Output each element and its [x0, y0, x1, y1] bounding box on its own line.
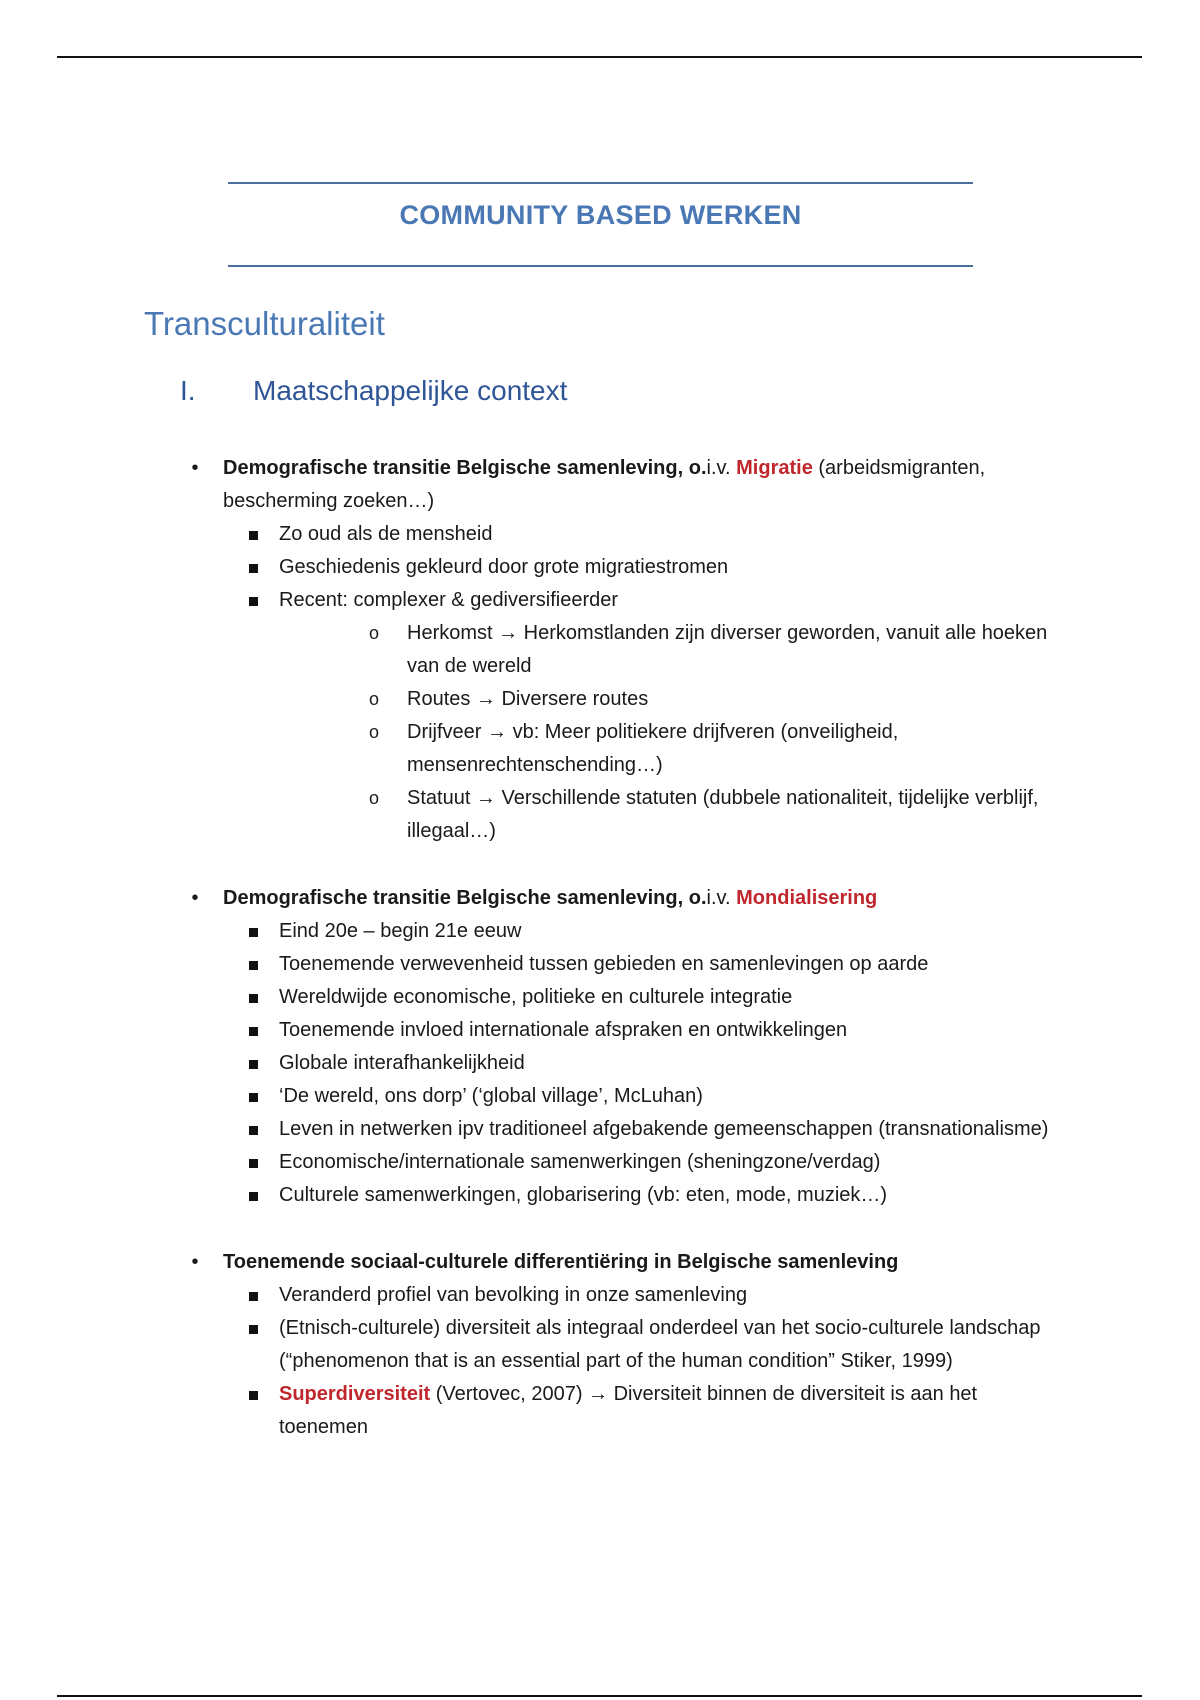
- list-item-label: Wereldwijde economische, politieke en culturele integratie: [279, 986, 793, 1008]
- square-bullet-icon: [249, 1391, 258, 1400]
- list-item: [223, 981, 1065, 1014]
- section-2: [185, 882, 1065, 1212]
- list-item-text: [279, 915, 1065, 948]
- list-item-text: [279, 1279, 1065, 1312]
- list-item: [223, 1146, 1065, 1179]
- list-item-text: [279, 1080, 1065, 1113]
- list-item-label: Toenemende verwevenheid tussen gebieden en samenlevingen op aarde: [279, 953, 929, 975]
- section-heading: [223, 1246, 1065, 1279]
- list-item: [223, 1378, 1065, 1444]
- square-bullet-icon: [249, 1159, 258, 1168]
- list-item-label: (Etnisch-culturele) diversiteit als integraal onderdeel van het socio-culturele landschap (“phenomenon that is an essential part of the human condition” Stiker, 1999): [279, 1317, 1041, 1372]
- sub-list-item: [279, 716, 1065, 782]
- section-heading-bold: Demografische transitie Belgische samenleving, o.: [223, 457, 707, 479]
- list-item: [223, 1047, 1065, 1080]
- title-top-rule: [228, 182, 973, 184]
- list-item-label: (Vertovec, 2007) → Diversiteit binnen de diversiteit is aan het toenemen: [279, 1383, 978, 1438]
- section-3: [185, 1246, 1065, 1444]
- list-item-label: Globale interafhankelijkheid: [279, 1052, 525, 1074]
- list-item-text: [279, 1047, 1065, 1080]
- bullet-icon: •: [191, 457, 199, 479]
- list-item: [223, 1080, 1065, 1113]
- bullet-icon: •: [191, 887, 199, 909]
- list-item: [223, 518, 1065, 551]
- square-bullet-icon: [249, 1126, 258, 1135]
- square-bullet-icon: [249, 1192, 258, 1201]
- list-item-label: Eind 20e – begin 21e eeuw: [279, 920, 522, 942]
- title-bottom-rule: [228, 265, 973, 267]
- list-item-label: Toenemende invloed internationale afspraken en ontwikkelingen: [279, 1019, 848, 1041]
- heading-text: Maatschappelijke context: [253, 375, 568, 406]
- list-item: [223, 948, 1065, 981]
- bullet-list: [223, 518, 1065, 848]
- square-bullet-icon: [249, 1060, 258, 1069]
- list-item: [223, 1179, 1065, 1212]
- list-item-text: [279, 518, 1065, 551]
- list-item: [223, 1279, 1065, 1312]
- square-bullet-icon: [249, 531, 258, 540]
- list-item-text: [279, 948, 1065, 981]
- section-heading-mid: i.v.: [706, 887, 737, 909]
- list-item-label: Veranderd profiel van bevolking in onze samenleving: [279, 1284, 748, 1306]
- list-item-highlight: Superdiversiteit: [279, 1383, 431, 1405]
- list-item-label: Geschiedenis gekleurd door grote migratiestromen: [279, 556, 729, 578]
- heading-numeral: I.: [180, 375, 196, 406]
- square-bullet-icon: [249, 1093, 258, 1102]
- page-bottom-rule: [57, 1695, 1142, 1697]
- list-item-text: [279, 1146, 1065, 1179]
- section-heading-mid: i.v.: [706, 457, 737, 479]
- bullet-list: [223, 915, 1065, 1212]
- sub-list-item-label: Herkomst → Herkomstlanden zijn diverser geworden, vanuit alle hoeken van de wereld: [407, 622, 1048, 677]
- sub-list-item: [279, 683, 1065, 716]
- document-title: COMMUNITY BASED WERKEN: [399, 200, 802, 230]
- square-bullet-icon: [249, 597, 258, 606]
- circle-bullet-icon: o: [369, 788, 380, 808]
- bullet-icon: •: [191, 1251, 199, 1273]
- list-item: [223, 1014, 1065, 1047]
- page-top-rule: [57, 56, 1142, 58]
- list-item-text: [279, 981, 1065, 1014]
- document-body: [185, 452, 1065, 1478]
- section-heading-bold: Demografische transitie Belgische samenleving, o.: [223, 887, 707, 909]
- section-heading-highlight: Mondialisering: [736, 887, 878, 909]
- section-heading: [223, 882, 1065, 915]
- sub-list: [279, 617, 1065, 848]
- circle-bullet-icon: o: [369, 689, 380, 709]
- list-item-label: Zo oud als de mensheid: [279, 523, 493, 545]
- section-1: [185, 452, 1065, 848]
- square-bullet-icon: [249, 1292, 258, 1301]
- square-bullet-icon: [249, 928, 258, 937]
- list-item-text: [279, 1378, 1065, 1444]
- list-item-label: Culturele samenwerkingen, globarisering (vb: eten, mode, muziek…): [279, 1184, 888, 1206]
- list-item-label: ‘De wereld, ons dorp’ (‘global village’, McLuhan): [279, 1085, 703, 1107]
- square-bullet-icon: [249, 564, 258, 573]
- list-item-text: [279, 1113, 1065, 1146]
- heading-transculturaliteit: Transculturaliteit: [144, 305, 385, 342]
- sub-list-item-label: Statuut → Verschillende statuten (dubbele nationaliteit, tijdelijke verblijf, illegaal…): [407, 787, 1039, 842]
- list-item-text: [279, 1312, 1065, 1378]
- sub-list-item: [279, 617, 1065, 683]
- list-item-text: [279, 584, 1065, 617]
- list-item-text: [279, 1014, 1065, 1047]
- section-heading-rest: (arbeidsmigranten, bescherming zoeken…): [223, 457, 986, 512]
- list-item: [223, 915, 1065, 948]
- square-bullet-icon: [249, 1325, 258, 1334]
- square-bullet-icon: [249, 1027, 258, 1036]
- circle-bullet-icon: o: [369, 722, 380, 742]
- list-item-label: Economische/internationale samenwerkingen (sheningzone/verdag): [279, 1151, 881, 1173]
- section-heading-highlight: Migratie: [736, 457, 813, 479]
- sub-list-item: [279, 782, 1065, 848]
- sub-list-item-label: Drijfveer → vb: Meer politiekere drijfveren (onveiligheid, mensenrechtenschending…): [407, 721, 899, 776]
- list-item-text: [279, 1179, 1065, 1212]
- sub-list-item-label: Routes → Diversere routes: [407, 688, 649, 710]
- list-item: [223, 584, 1065, 848]
- list-item: [223, 551, 1065, 584]
- bullet-list: [223, 1279, 1065, 1444]
- list-item-label: Recent: complexer & gediversifieerder: [279, 589, 619, 611]
- list-item: [223, 1312, 1065, 1378]
- heading-maatschappelijke-context: [180, 375, 567, 407]
- list-item-text: [279, 551, 1065, 584]
- square-bullet-icon: [249, 994, 258, 1003]
- section-heading: [223, 452, 1065, 518]
- circle-bullet-icon: o: [369, 623, 380, 643]
- section-heading-bold: Toenemende sociaal-culturele differentiëring in Belgische samenleving: [223, 1251, 899, 1273]
- list-item: [223, 1113, 1065, 1146]
- square-bullet-icon: [249, 961, 258, 970]
- list-item-label: Leven in netwerken ipv traditioneel afgebakende gemeenschappen (transnationalisme): [279, 1118, 1049, 1140]
